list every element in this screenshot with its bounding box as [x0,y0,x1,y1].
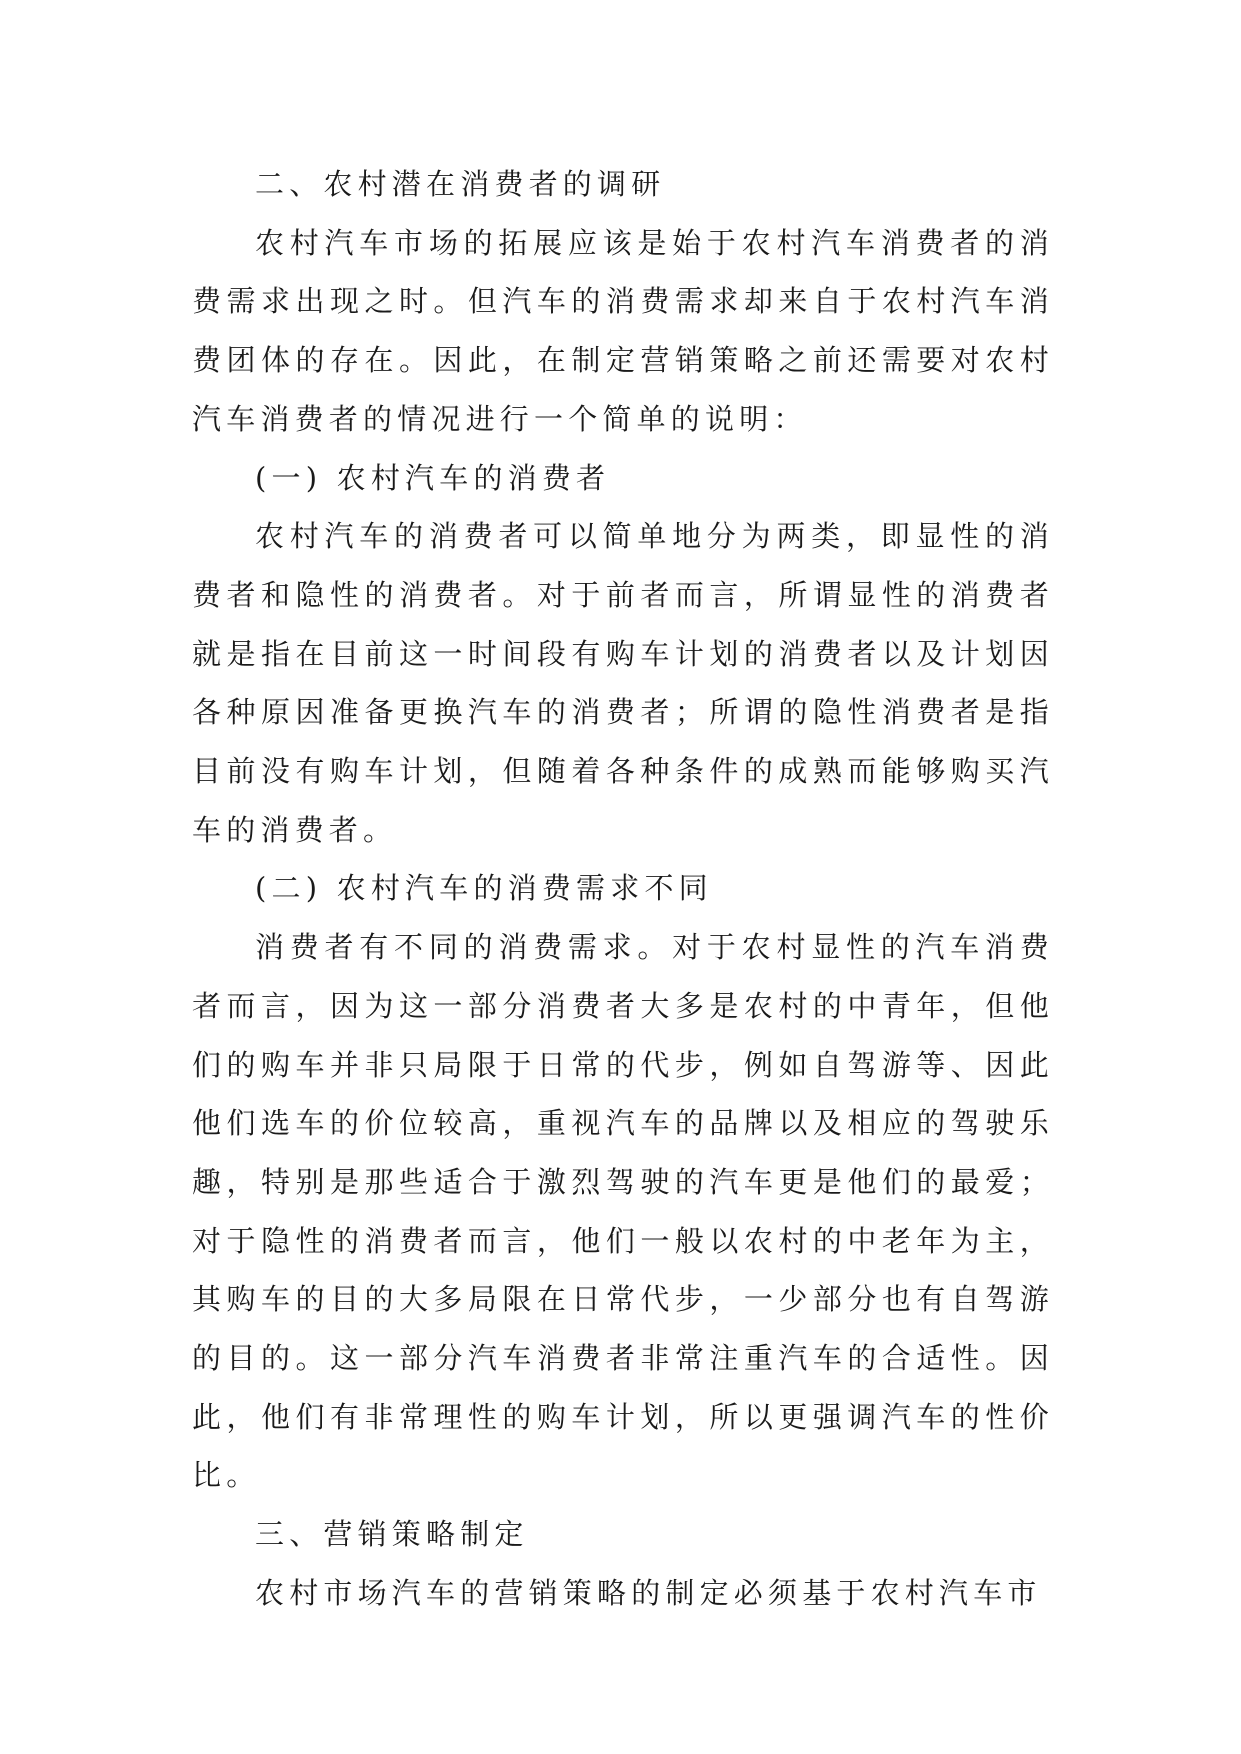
document-body [192,155,1054,1623]
paragraph-strategy: 农村市场汽车的营销策略的制定必须基于农村汽车市 [255,1575,1042,1610]
paragraph-consumer-needs: 消费者有不同的消费需求。对于农村显性的汽车消费者而言，因为这一部分消费者大多是农村的中青年，但他们的购车并非只局限于日常的代步，例如自驾游等、因此他们选车的价位较高，重视汽车的品牌以及相应的驾驶乐趣，特别是那些适合于激烈驾驶的汽车更是他们的最爱；对于隐性的消费者而言，他们一般以农村的中老年为主，其购车的目的大多局限在日常代步，一少部分也有自驾游的目的。这一部分汽车消费者非常注重汽车的合适性。因此，他们有非常理性的购车计划，所以更强调汽车的性价比。 [192,930,1054,1493]
subsection-heading-1: (一) 农村汽车的消费者 [255,460,611,495]
section-heading-2: 二、农村潜在消费者的调研 [255,167,666,201]
section-heading-3: 三、营销策略制定 [255,1517,529,1552]
paragraph-intro: 农村汽车市场的拓展应该是始于农村汽车消费者的消费需求出现之时。但汽车的消费需求却来自于农村汽车消费团体的存在。因此，在制定营销策略之前还需要对农村汽车消费者的情况进行一个简单的说明： [192,225,1054,436]
paragraph-consumer-types: 农村汽车的消费者可以简单地分为两类，即显性的消费者和隐性的消费者。对于前者而言，所谓显性的消费者就是指在目前这一时间段有购车计划的消费者以及计划因各种原因准备更换汽车的消费者；所谓的隐性消费者是指目前没有购车计划，但随着各种条件的成熟而能够购买汽车的消费者。 [192,519,1054,847]
subsection-heading-2: (二) 农村汽车的消费需求不同 [255,871,713,906]
